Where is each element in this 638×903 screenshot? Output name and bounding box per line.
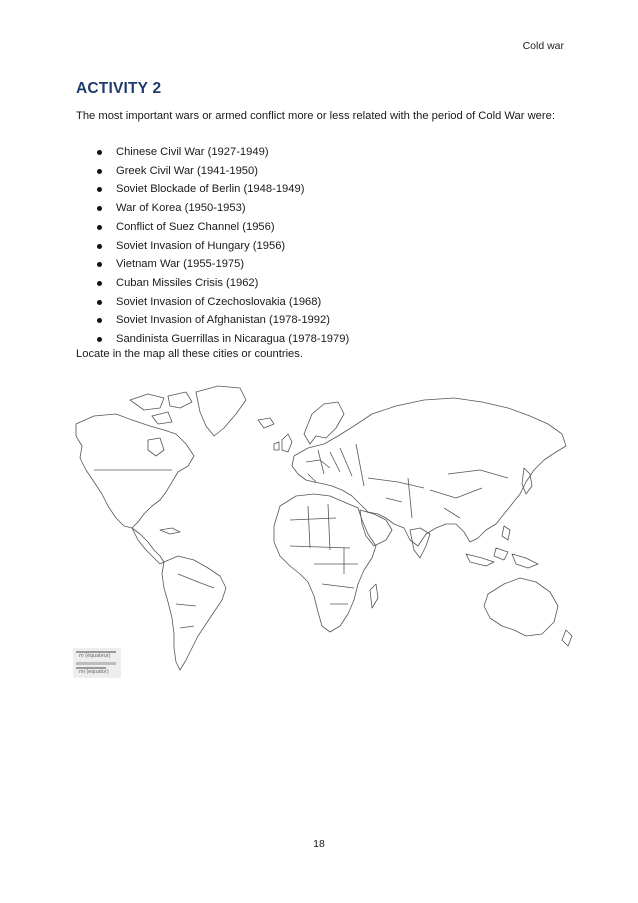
list-item-text: Cuban Missiles Crisis (1962) [116, 276, 259, 289]
page-number: 18 [313, 838, 325, 850]
bullet-icon [97, 169, 102, 174]
intro-paragraph: The most important wars or armed conflict more or less related with the period of Cold War were: [76, 110, 555, 122]
bullet-icon [97, 206, 102, 211]
iceland-shape [258, 418, 274, 428]
activity-heading: ACTIVITY 2 [76, 80, 162, 97]
central-america-shape [132, 528, 164, 564]
bullet-icon [97, 187, 102, 192]
asia-borders [368, 470, 508, 518]
philippines-shape [502, 526, 510, 540]
list-item-text: Vietnam War (1955-1975) [116, 258, 245, 271]
scale-label-bottom: mi (equator) [79, 669, 109, 675]
eurasia-shape [292, 398, 566, 546]
new-zealand-shape [562, 630, 572, 646]
bullet-icon [97, 281, 102, 286]
list-item-text: Soviet Invasion of Czechoslovakia (1968) [116, 295, 322, 308]
bullet-icon [97, 225, 102, 230]
scandinavia-shape [304, 402, 344, 444]
australia-shape [484, 578, 558, 636]
scale-bar [76, 662, 116, 665]
list-item-text: Greek Civil War (1941-1950) [116, 164, 258, 177]
bullet-icon [97, 150, 102, 155]
list-item [76, 162, 349, 181]
list-item-text: War of Korea (1950-1953) [116, 202, 246, 215]
list-item [76, 274, 349, 293]
list-item [76, 255, 349, 274]
list-item [76, 180, 349, 199]
list-item-text: Soviet Blockade of Berlin (1948-1949) [116, 183, 305, 196]
map-instruction: Locate in the map all these cities or countries. [76, 348, 303, 360]
bullet-icon [97, 244, 102, 249]
bullet-icon [97, 318, 102, 323]
north-america-shape [76, 414, 194, 528]
map-scale-legend [73, 648, 121, 678]
header-title: Cold war [522, 40, 564, 52]
bullet-icon [97, 300, 102, 305]
list-item [76, 199, 349, 218]
list-item [76, 237, 349, 256]
conflict-list [76, 143, 349, 349]
madagascar-shape [370, 584, 378, 608]
cuba-shape [160, 528, 180, 534]
hudson-bay [148, 438, 164, 456]
british-isles-shape [274, 434, 292, 452]
list-item-text: Sandinista Guerrillas in Nicaragua (1978-1979) [116, 333, 350, 346]
south-america-shape [162, 556, 226, 670]
list-item [76, 311, 349, 330]
bullet-icon [97, 337, 102, 342]
list-item [76, 218, 349, 237]
bullet-icon [97, 262, 102, 267]
list-item [76, 143, 349, 162]
indonesia-shape [466, 548, 538, 568]
scale-label-top: m (équateur) [79, 653, 111, 659]
list-item [76, 330, 349, 349]
list-item-text: Chinese Civil War (1927-1949) [116, 146, 269, 158]
list-item-text: Conflict of Suez Channel (1956) [116, 220, 275, 233]
europe-borders [306, 444, 364, 486]
list-item-text: Soviet Invasion of Afghanistan (1978-1992) [116, 314, 330, 327]
arabia-shape [360, 510, 392, 546]
list-item-text: Soviet Invasion of Hungary (1956) [116, 239, 286, 252]
greenland-shape [196, 386, 246, 436]
africa-borders [290, 504, 358, 604]
arctic-islands-shape [130, 392, 192, 424]
world-outline-map [68, 378, 576, 678]
list-item [76, 293, 349, 312]
